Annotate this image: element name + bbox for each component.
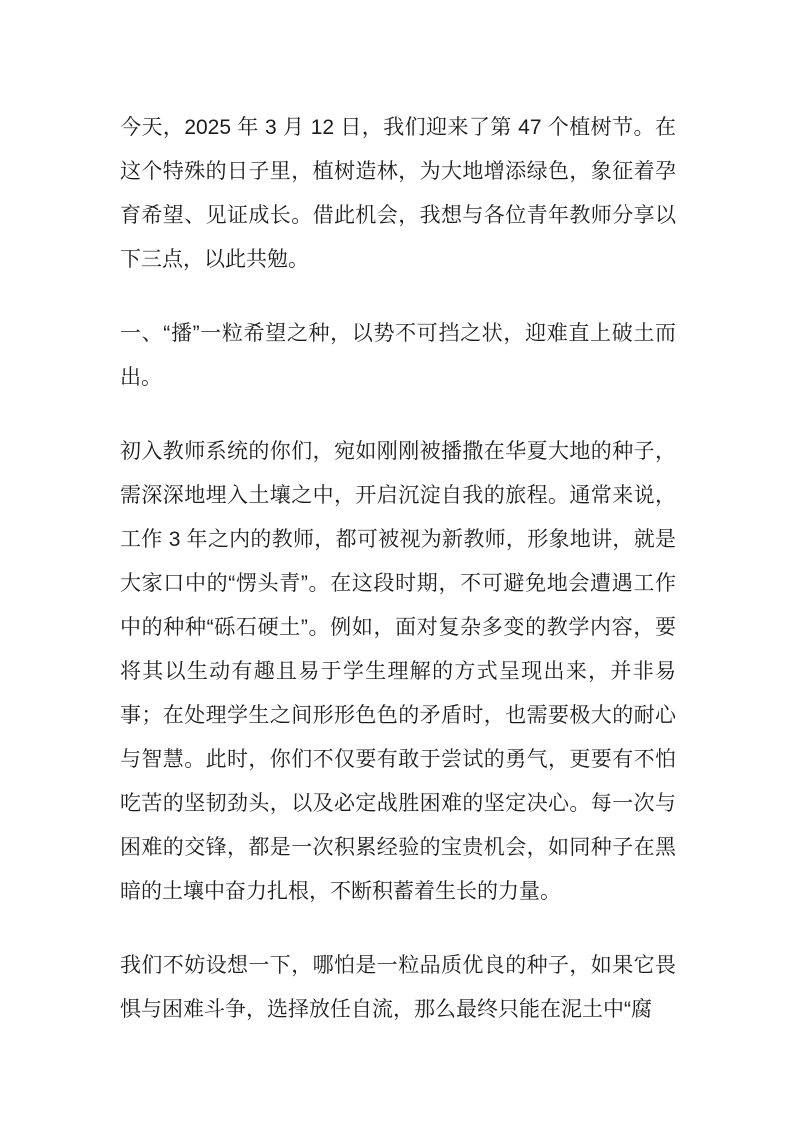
paragraph-intro: 今天，2025 年 3 月 12 日，我们迎来了第 47 个植树节。在这个特殊的日子里，植树造林，为大地增添绿色，象征着孕育希望、见证成长。借此机会，我想与各位青年教师分享以下三点，以此共勉。 bbox=[120, 116, 676, 271]
section-heading-1: 一、“播”一粒希望之种，以势不可挡之状，迎难直上破土而出。 bbox=[120, 322, 676, 389]
document-text-block bbox=[120, 106, 676, 1032]
paragraph-section-1-body-continued: 我们不妨设想一下，哪怕是一粒品质优良的种子，如果它畏惧与困难斗争，选择放任自流，那么最终只能在泥土中“腐 bbox=[120, 954, 676, 1021]
paragraph-section-1-body: 初入教师系统的你们，宛如刚刚被播撒在华夏大地的种子，需深深地埋入土壤之中，开启沉淀自我的旅程。通常来说，工作 3 年之内的教师，都可被视为新教师，形象地讲，就是大家口中的“愣头青”。在这段时期，不可避免地会遭遇工作中的种种“砾石硬土”。例如，面对复杂多变的教学内容，要将其以生动有趣且易于学生理解的方式呈现出来，并非易事；在处理学生之间形形色色的矛盾时，也需要极大的耐心与智慧。此时，你们不仅要有敢于尝试的勇气，更要有不怕吃苦的坚韧劲头，以及必定战胜困难的坚定决心。每一次与困难的交锋，都是一次积累经验的宝贵机会，如同种子在黑暗的土壤中奋力扎根，不断积蓄着生长的力量。 bbox=[120, 440, 676, 903]
